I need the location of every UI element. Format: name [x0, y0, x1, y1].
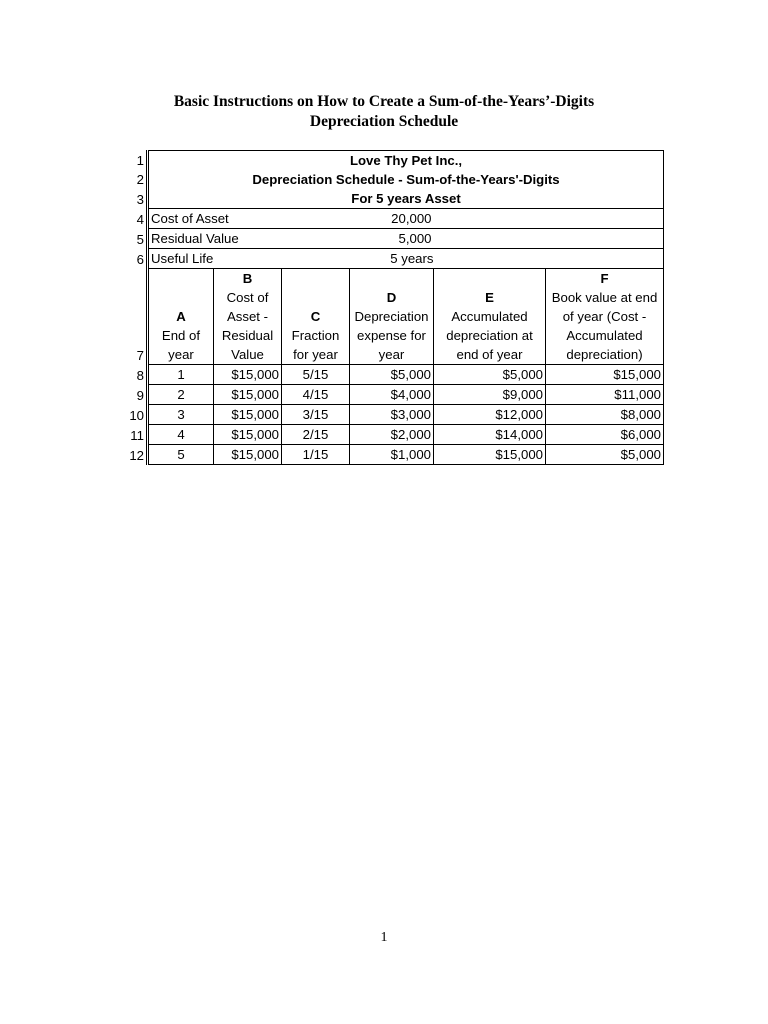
column-header-f: F Book value at end of year (Cost - Accumulated depreciation)	[546, 269, 664, 365]
column-letter: E	[485, 290, 494, 305]
cell-year: 1	[148, 365, 214, 385]
cell-fraction: 1/15	[282, 445, 350, 465]
column-letter: C	[310, 309, 321, 324]
info-label: Useful Life	[148, 249, 350, 269]
cell-cost: $15,000	[214, 365, 282, 385]
column-letter: F	[600, 271, 609, 286]
info-value: 5 years	[350, 249, 434, 269]
cell-book-value: $5,000	[546, 445, 664, 465]
cell-book-value: $6,000	[546, 425, 664, 445]
row-number: 4	[120, 209, 148, 229]
row-number: 3	[120, 189, 148, 209]
document-title	[0, 92, 768, 132]
cell-book-value: $8,000	[546, 405, 664, 425]
cell-expense: $3,000	[350, 405, 434, 425]
depreciation-spreadsheet	[120, 150, 664, 465]
row-number: 11	[120, 425, 148, 445]
column-header-c: C Fraction for year	[282, 269, 350, 365]
info-value: 20,000	[350, 209, 434, 229]
column-letter: B	[242, 271, 253, 286]
schedule-subtitle: Depreciation Schedule - Sum-of-the-Years'-Digits	[148, 170, 664, 189]
sheet-row-1	[120, 151, 664, 171]
column-header-b: B Cost of Asset - Residual Value	[214, 269, 282, 365]
cell-year: 4	[148, 425, 214, 445]
cell-fraction: 3/15	[282, 405, 350, 425]
sheet-row-7	[120, 269, 664, 365]
cell-cost: $15,000	[214, 425, 282, 445]
table-row	[120, 365, 664, 385]
sheet-row-2	[120, 170, 664, 189]
row-number: 12	[120, 445, 148, 465]
table-row	[120, 405, 664, 425]
table-row	[120, 445, 664, 465]
cell-year: 2	[148, 385, 214, 405]
cell-accumulated: $15,000	[434, 445, 546, 465]
page-number: 1	[380, 930, 388, 945]
row-number: 1	[120, 151, 148, 171]
cell-cost: $15,000	[214, 405, 282, 425]
cell-fraction: 2/15	[282, 425, 350, 445]
title-line-2: Depreciation Schedule	[309, 113, 459, 130]
cell-year: 5	[148, 445, 214, 465]
cell-fraction: 5/15	[282, 365, 350, 385]
row-number: 7	[120, 269, 148, 365]
cell-book-value: $15,000	[546, 365, 664, 385]
cell-year: 3	[148, 405, 214, 425]
info-value: 5,000	[350, 229, 434, 249]
cell-accumulated: $14,000	[434, 425, 546, 445]
sheet-row-5	[120, 229, 664, 249]
cell-cost: $15,000	[214, 445, 282, 465]
title-line-1: Basic Instructions on How to Create a Sum-of-the-Years’-Digits	[173, 93, 595, 110]
table-row	[120, 385, 664, 405]
sheet-row-3	[120, 189, 664, 209]
column-letter: D	[386, 290, 397, 305]
company-name: Love Thy Pet Inc.,	[148, 151, 664, 171]
column-letter: A	[176, 309, 186, 324]
table-row	[120, 425, 664, 445]
cell-cost: $15,000	[214, 385, 282, 405]
cell-expense: $2,000	[350, 425, 434, 445]
cell-accumulated: $9,000	[434, 385, 546, 405]
sheet-row-6	[120, 249, 664, 269]
cell-accumulated: $5,000	[434, 365, 546, 385]
row-number: 10	[120, 405, 148, 425]
row-number: 8	[120, 365, 148, 385]
column-header-d: D Depreciation expense for year	[350, 269, 434, 365]
sheet-row-4	[120, 209, 664, 229]
column-header-e: E Accumulated depreciation at end of year	[434, 269, 546, 365]
row-number: 2	[120, 170, 148, 189]
cell-book-value: $11,000	[546, 385, 664, 405]
info-label: Cost of Asset	[148, 209, 350, 229]
row-number: 5	[120, 229, 148, 249]
cell-accumulated: $12,000	[434, 405, 546, 425]
depreciation-table	[120, 150, 664, 465]
cell-expense: $1,000	[350, 445, 434, 465]
row-number: 9	[120, 385, 148, 405]
cell-expense: $5,000	[350, 365, 434, 385]
cell-fraction: 4/15	[282, 385, 350, 405]
schedule-period: For 5 years Asset	[148, 189, 664, 209]
row-number: 6	[120, 249, 148, 269]
column-header-a: A End of year	[148, 269, 214, 365]
info-label: Residual Value	[148, 229, 350, 249]
cell-expense: $4,000	[350, 385, 434, 405]
